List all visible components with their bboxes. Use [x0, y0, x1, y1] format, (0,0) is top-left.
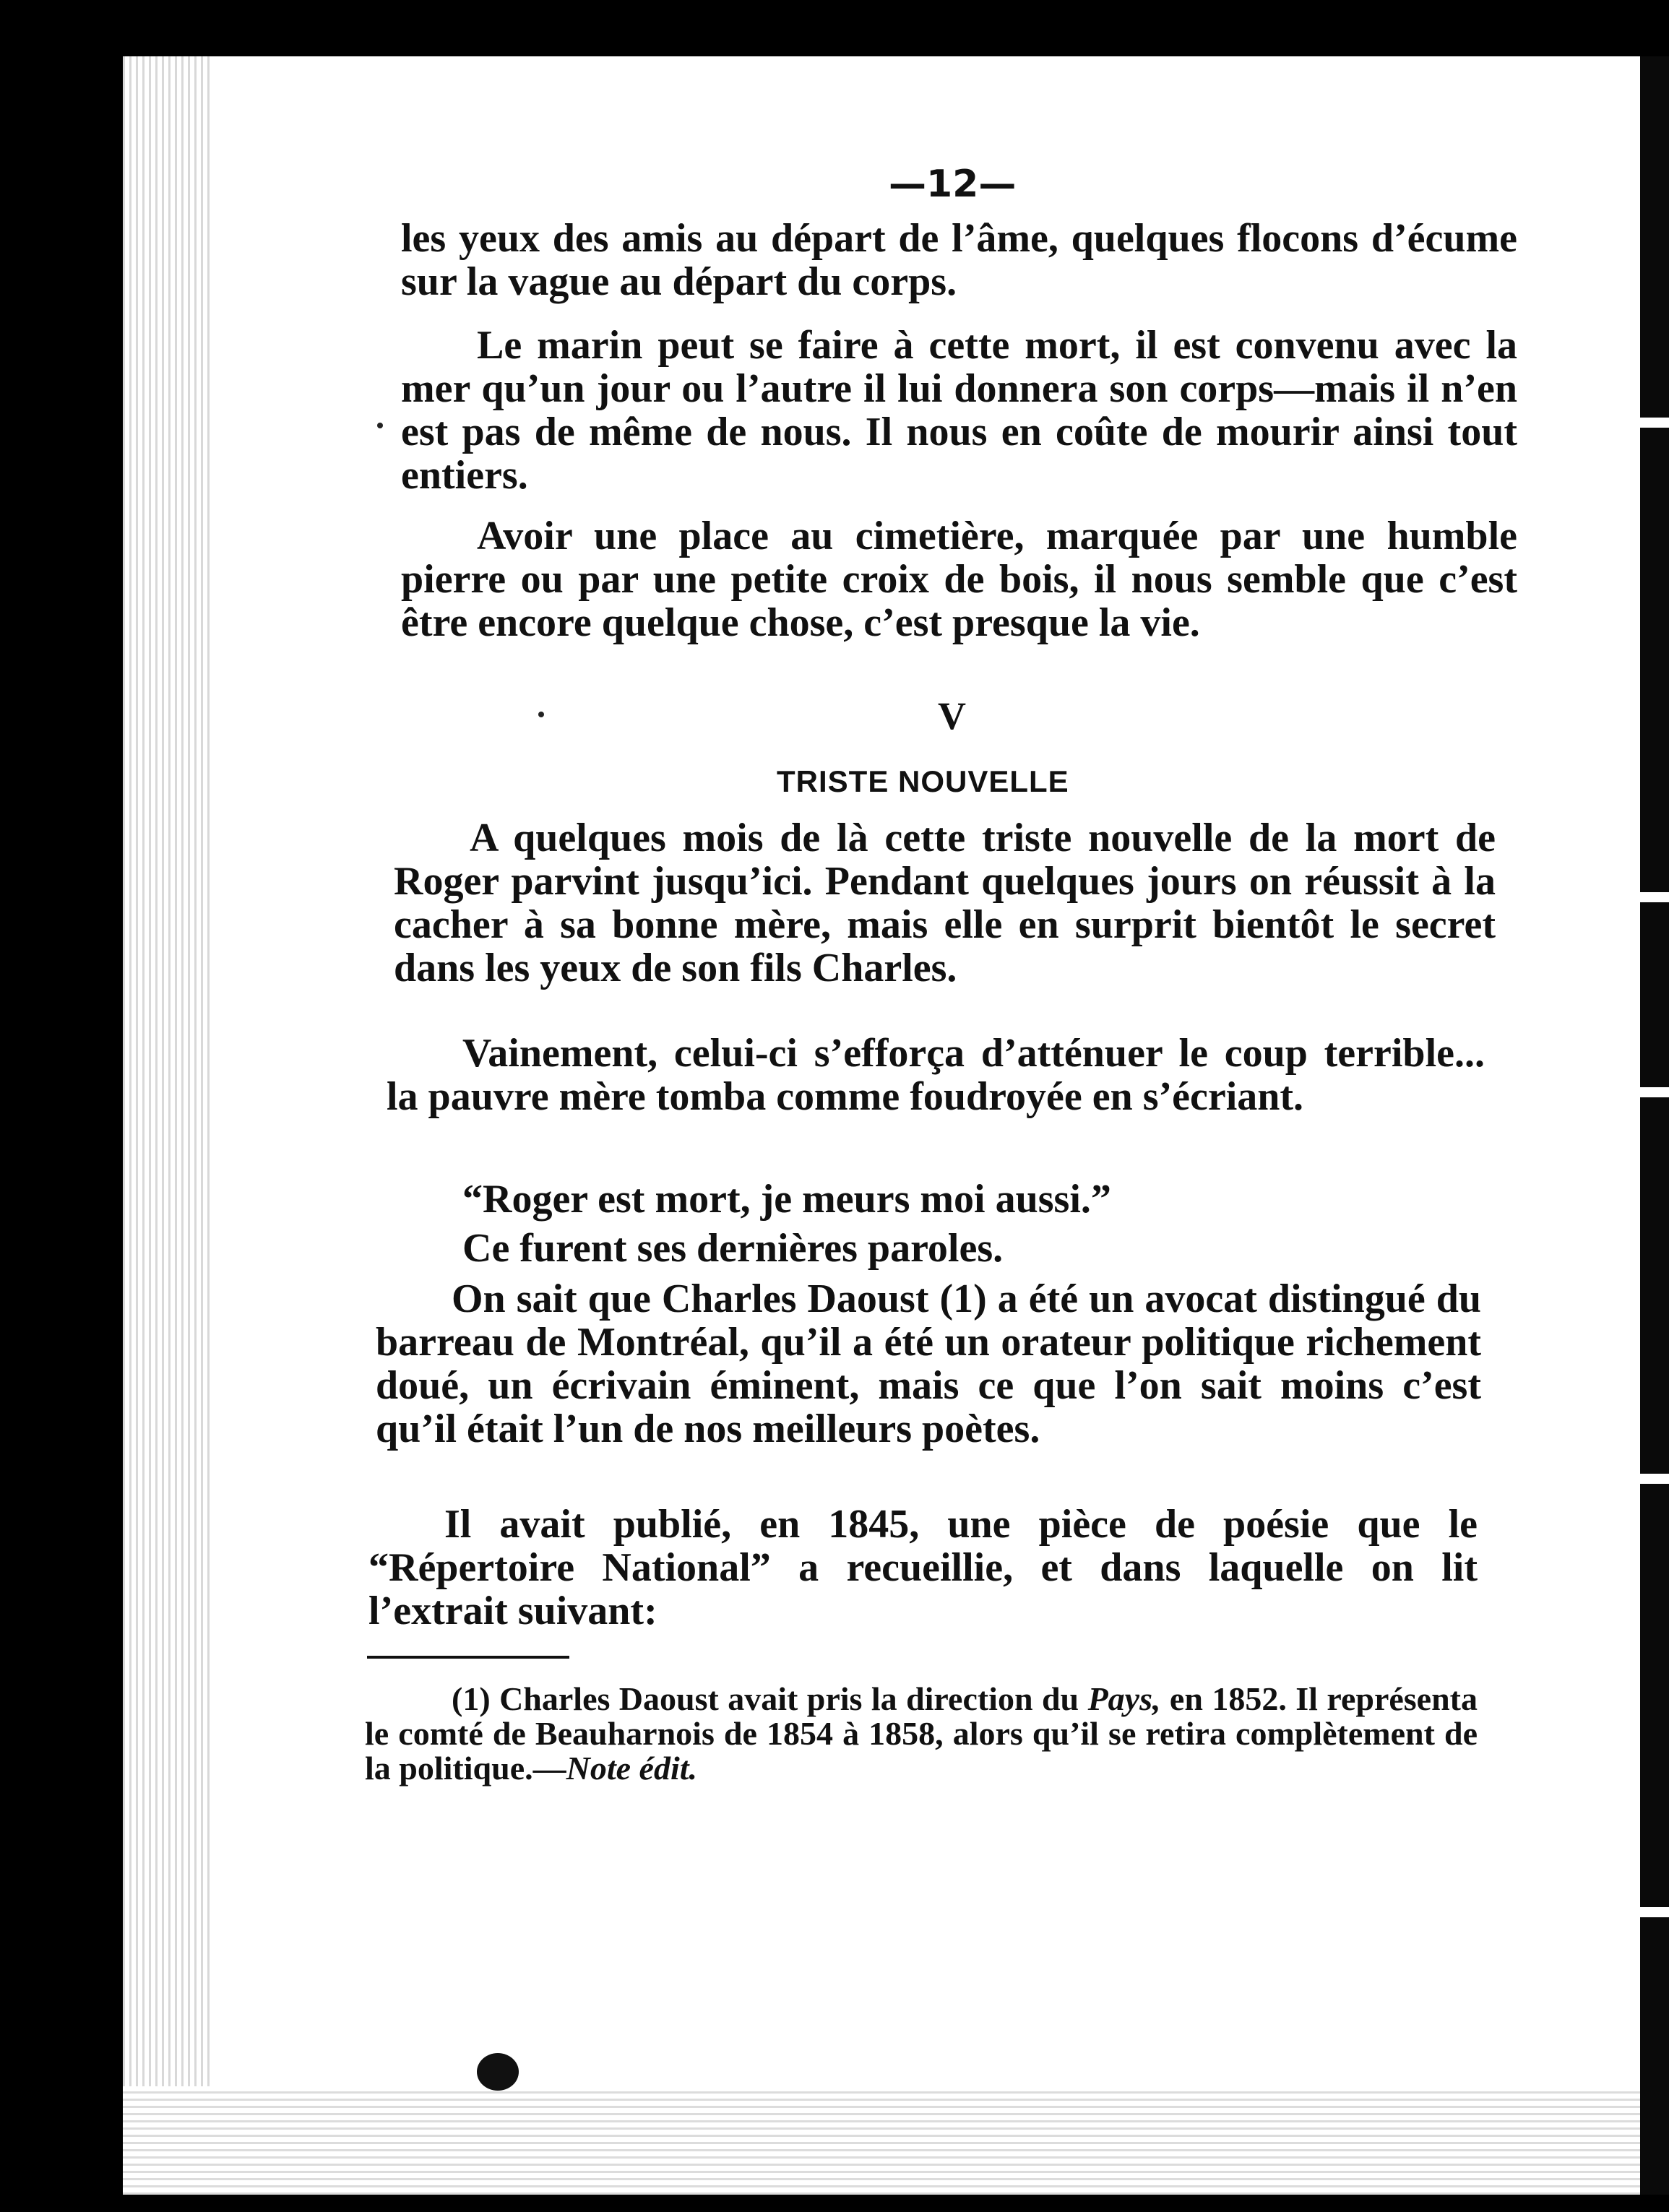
ink-speck	[538, 712, 544, 717]
paragraph-5	[387, 1032, 1485, 1118]
paragraph-1	[401, 217, 1517, 303]
paragraph-text: Avoir une place au cimetière, marquée par une humble pierre ou par une petite croix de bois, il nous semble que c’est être encore quelque chose, c’est presque la vie.	[401, 514, 1517, 645]
binding-mark	[1639, 418, 1669, 428]
paragraph-text: Vainement, celui-ci s’efforça d’atténuer le coup terrible... la pauvre mère tomba comme foudroyée en s’écriant.	[387, 1031, 1485, 1119]
binding-strip	[1640, 56, 1669, 2195]
ink-blot	[477, 2053, 519, 2091]
page-edges-bottom	[123, 2086, 1640, 2195]
paragraph-quote	[387, 1178, 1485, 1221]
footnote-italic-title: Pays,	[1087, 1680, 1161, 1717]
paragraph-text: A quelques mois de là cette triste nouvelle de la mort de Roger parvint jusqu’ici. Pendant quelques jours on réussit à la cacher à sa bonne mère, mais elle en surprit bientôt le secret dans les yeux de son fils Charles.	[394, 816, 1496, 990]
binding-mark	[1639, 1087, 1669, 1097]
paragraph-text: les yeux des amis au départ de l’âme, quelques flocons d’écume sur la vague au départ du corps.	[401, 216, 1517, 304]
footnote-text: Charles Daoust avait pris la direction du	[499, 1680, 1088, 1717]
footnote-text-end: en 1852. Il représenta le comté de Beauharnois de 1854 à 1858, alors qu’il se retira complètement de la politique.—	[365, 1680, 1478, 1787]
footnote	[365, 1682, 1478, 1786]
paragraph-7	[376, 1277, 1481, 1451]
paragraph-text: “Roger est mort, je meurs moi aussi.”	[462, 1177, 1111, 1222]
paragraph-text: Il avait publié, en 1845, une pièce de poésie que le “Répertoire National” a recueillie, et dans laquelle on lit l’extrait suivant:	[368, 1502, 1478, 1633]
paragraph-text: Le marin peut se faire à cette mort, il est convenu avec la mer qu’un jour ou l’autre il lui donnera son corps—mais il n’en est pas de même de nous. Il nous en coûte de mourir ainsi tout entiers.	[401, 323, 1517, 498]
paragraph-6	[387, 1227, 1485, 1270]
binding-mark	[1639, 1907, 1669, 1917]
page-number: —12—	[889, 163, 1017, 206]
page-edges	[123, 56, 210, 2195]
paragraph-text: Ce furent ses dernières paroles.	[462, 1226, 1004, 1271]
footnote-rule	[367, 1656, 569, 1659]
section-title: TRISTE NOUVELLE	[777, 764, 1069, 798]
footnote-note-label: Note édit.	[566, 1750, 698, 1787]
footnote-marker: (1)	[452, 1680, 491, 1717]
paragraph-4	[394, 816, 1496, 990]
paragraph-text: On sait que Charles Daoust (1) a été un avocat distingué du barreau de Montréal, qu’il a été un orateur politique richement doué, un écrivain éminent, mais ce que l’on sait moins c’est qu’il était l’un de nos meilleurs poètes.	[376, 1276, 1481, 1451]
section-number: V	[938, 694, 966, 738]
binding-mark	[1639, 892, 1669, 902]
binding-mark	[1639, 1474, 1669, 1484]
ink-speck	[377, 423, 383, 428]
paragraph-3	[401, 514, 1517, 644]
paragraph-2	[401, 324, 1517, 497]
paragraph-8	[368, 1503, 1478, 1633]
